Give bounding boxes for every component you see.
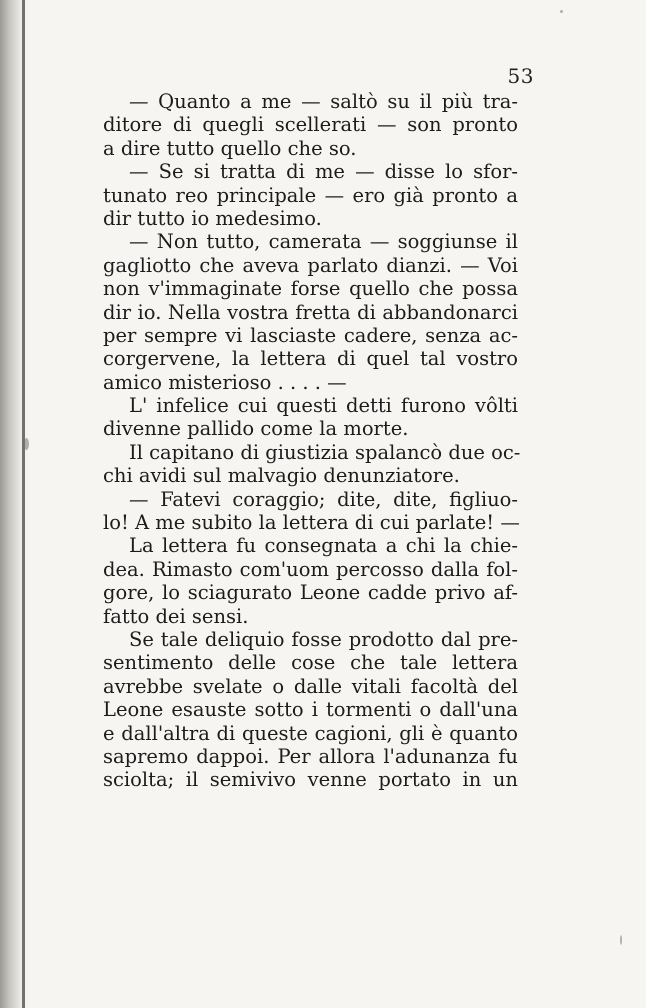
text-line: chi avidi sul malvagio denunziatore. [103,464,460,488]
text-line: dir io. Nella vostra fretta di abbandonarci [103,300,518,324]
text-line: tunato reo principale — ero già pronto a [103,183,518,207]
text-line: — Quanto a me — saltò su il più tra- [129,90,518,113]
text-line: L' infelice cui questi detti furono vôlti [129,394,518,418]
text-line: — Non tutto, camerata — soggiunse il [129,230,518,254]
text-line: avrebbe svelate o dalle vitali facoltà del [103,674,518,698]
text-line: sentimento delle cose che tale lettera [103,651,518,675]
page-binding-edge [22,0,25,1008]
text-line: corgervene, la lettera di quel tal vostro [103,347,518,371]
body-text [103,90,521,792]
text-line: per sempre vi lasciaste cadere, senza ac- [103,323,518,347]
text-line: a dire tutto quello che so. [103,136,357,160]
paper-speck [24,438,29,450]
text-line: ditore di quegli scellerati — son pronto [103,113,518,137]
text-line: dea. Rimasto com'uom percosso dalla fol- [103,557,518,581]
text-line: sapremo dappoi. Per allora l'adunanza fu [103,744,518,768]
text-line: gore, lo sciagurato Leone cadde privo af- [103,581,518,605]
text-line: lo! A me subito la lettera di cui parlate! — [103,511,520,535]
text-line: e dall'altra di queste cagioni, gli è quanto [103,721,518,745]
text-line: — Se si tratta di me — disse lo sfor- [129,160,518,184]
text-line: — Fatevi coraggio; dite, dite, figliuo- [129,487,518,511]
text-line: amico misterioso . . . . — [103,370,347,394]
text-line: Leone esauste sotto i tormenti o dall'una [103,698,518,722]
text-line: fatto dei sensi. [103,604,249,628]
text-line: non v'immaginate forse quello che possa [103,277,518,301]
page-number: 53 [507,64,534,88]
text-line: gagliotto che aveva parlato dianzi. — Voi [103,253,518,277]
text-line: Se tale deliquio fosse prodotto dal pre- [129,627,518,651]
text-line: Il capitano di giustizia spalancò due oc- [129,440,521,464]
paper-speck [560,10,563,13]
text-line: divenne pallido come la morte. [103,417,409,441]
text-line: dir tutto io medesimo. [103,206,322,230]
text-line: sciolta; il semivivo venne portato in un [103,768,518,792]
paper-speck [620,935,622,945]
text-line: La lettera fu consegnata a chi la chie- [129,534,518,558]
